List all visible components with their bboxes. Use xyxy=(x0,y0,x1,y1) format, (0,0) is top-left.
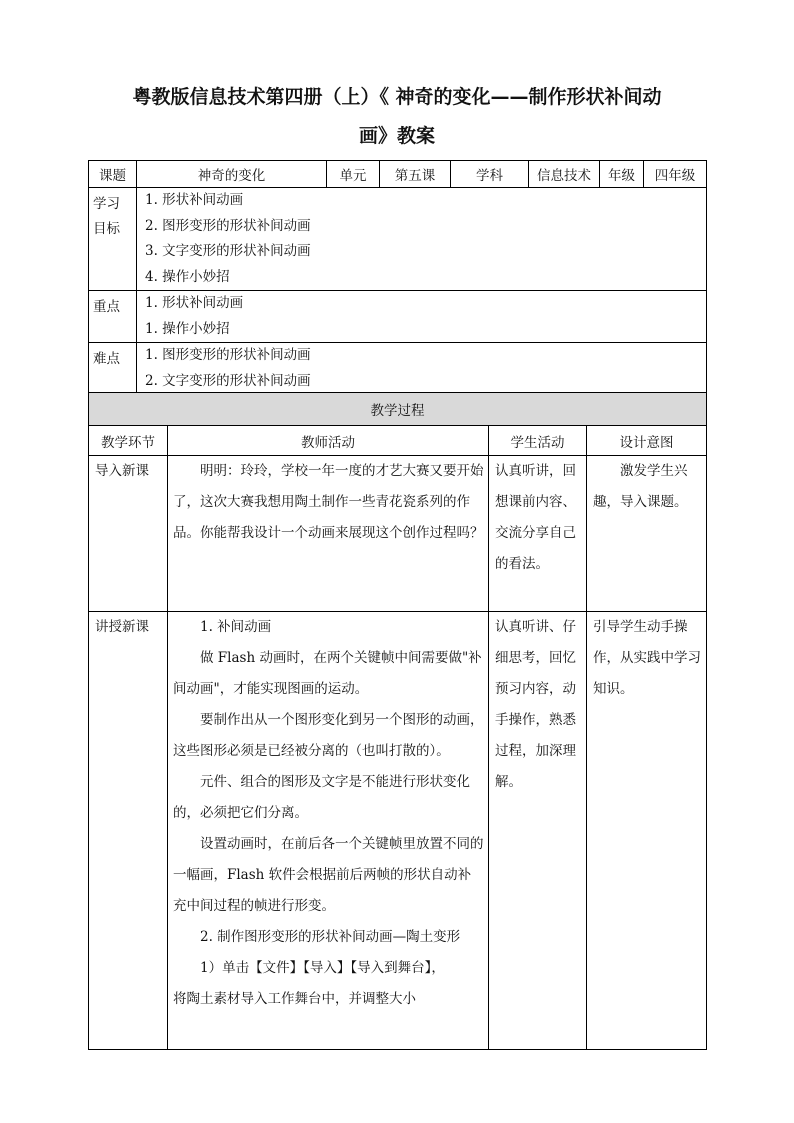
header-student-activity: 学生活动 xyxy=(489,426,587,456)
header-teacher-activity: 教师活动 xyxy=(168,426,489,456)
subject-value: 信息技术 xyxy=(529,161,600,188)
design-intent-intro xyxy=(587,456,707,612)
teacher-paragraph: 设置动画时，在前后各一个关键帧里放置不同的一幅画，Flash 软件会根据前后两帧的形状自动补充中间过程的帧进行形变。 xyxy=(173,836,484,914)
teacher-activity-new-lesson xyxy=(168,612,489,1050)
student-activity-new-lesson xyxy=(489,612,587,1050)
goal-item: 3. 文字变形的形状补间动画 xyxy=(145,243,311,259)
goals-label xyxy=(89,188,137,291)
teacher-paragraph: 1. 补间动画 xyxy=(200,619,272,635)
design-intent-new-lesson xyxy=(587,612,707,1050)
design-paragraph: 引导学生动手操作，从实践中学习知识。 xyxy=(593,619,701,697)
subject-label: 学科 xyxy=(451,161,529,188)
grade-value: 四年级 xyxy=(644,161,707,188)
goal-item: 2. 图形变形的形状补间动画 xyxy=(145,217,311,234)
teacher-paragraph: 2. 制作图形变形的形状补间动画—陶土变形 xyxy=(200,929,461,945)
student-paragraph: 认真听讲、仔细思考，回忆预习内容，动手操作，熟悉过程，加深理解。 xyxy=(495,619,576,790)
teaching-process-title: 教学过程 xyxy=(89,393,707,426)
key-point-item: 1. 操作小妙招 xyxy=(145,320,230,337)
goal-item: 1. 形状补间动画 xyxy=(145,192,244,208)
grade-label: 年级 xyxy=(600,161,644,188)
teacher-paragraph: 1）单击【文件】【导入】【导入到舞台】， xyxy=(200,960,445,976)
stage-new-lesson: 讲授新课 xyxy=(89,612,168,1050)
design-paragraph: 激发学生兴趣，导入课题。 xyxy=(593,463,688,510)
difficulties-list xyxy=(137,343,707,395)
teacher-paragraph: 要制作出从一个图形变化到另一个图形的动画，这些图形必须是已经被分离的（也叫打散的）。 xyxy=(173,712,484,759)
header-design-intent: 设计意图 xyxy=(587,426,707,456)
goals-label-line-2: 目标 xyxy=(93,221,120,237)
key-points-label: 重点 xyxy=(89,291,137,343)
difficulty-item: 2. 文字变形的形状补间动画 xyxy=(145,372,311,389)
document-title-line-2: 画》教案 xyxy=(358,125,435,147)
difficulties-label: 难点 xyxy=(89,343,137,395)
teacher-paragraph: 做 Flash 动画时，在两个关键帧中间需要做"补间动画"，才能实现图画的运动。 xyxy=(173,650,482,697)
key-point-item: 1. 形状补间动画 xyxy=(145,295,244,311)
unit-value: 第五课 xyxy=(380,161,451,188)
lesson-info-table xyxy=(88,160,707,395)
student-paragraph: 认真听讲，回想课前内容、交流分享自己的看法。 xyxy=(495,463,576,572)
stage-intro: 导入新课 xyxy=(89,456,168,612)
header-stage: 教学环节 xyxy=(89,426,168,456)
unit-label: 单元 xyxy=(327,161,380,188)
topic-value: 神奇的变化 xyxy=(137,161,327,188)
topic-label: 课题 xyxy=(89,161,137,188)
teaching-process-table xyxy=(88,392,707,1050)
teacher-paragraph: 元件、组合的图形及文字是不能进行形状变化的，必须把它们分离。 xyxy=(173,774,470,821)
teacher-activity-intro xyxy=(168,456,489,612)
teacher-paragraph: 明明：玲玲，学校一年一度的才艺大赛又要开始了，这次大赛我想用陶土制作一些青花瓷系列的作品。你能帮我设计一个动画来展现这个创作过程吗？ xyxy=(173,463,484,541)
teacher-paragraph: 将陶土素材导入工作舞台中，并调整大小 xyxy=(173,991,416,1007)
document-title-line-1: 粤教版信息技术第四册（上）《 神奇的变化——制作形状补间动 xyxy=(132,86,662,108)
goals-list xyxy=(137,188,707,291)
student-activity-intro xyxy=(489,456,587,612)
goal-item: 4. 操作小妙招 xyxy=(145,268,230,285)
goals-label-line-1: 学习 xyxy=(93,196,120,212)
key-points-list xyxy=(137,291,707,343)
difficulty-item: 1. 图形变形的形状补间动画 xyxy=(145,347,311,363)
